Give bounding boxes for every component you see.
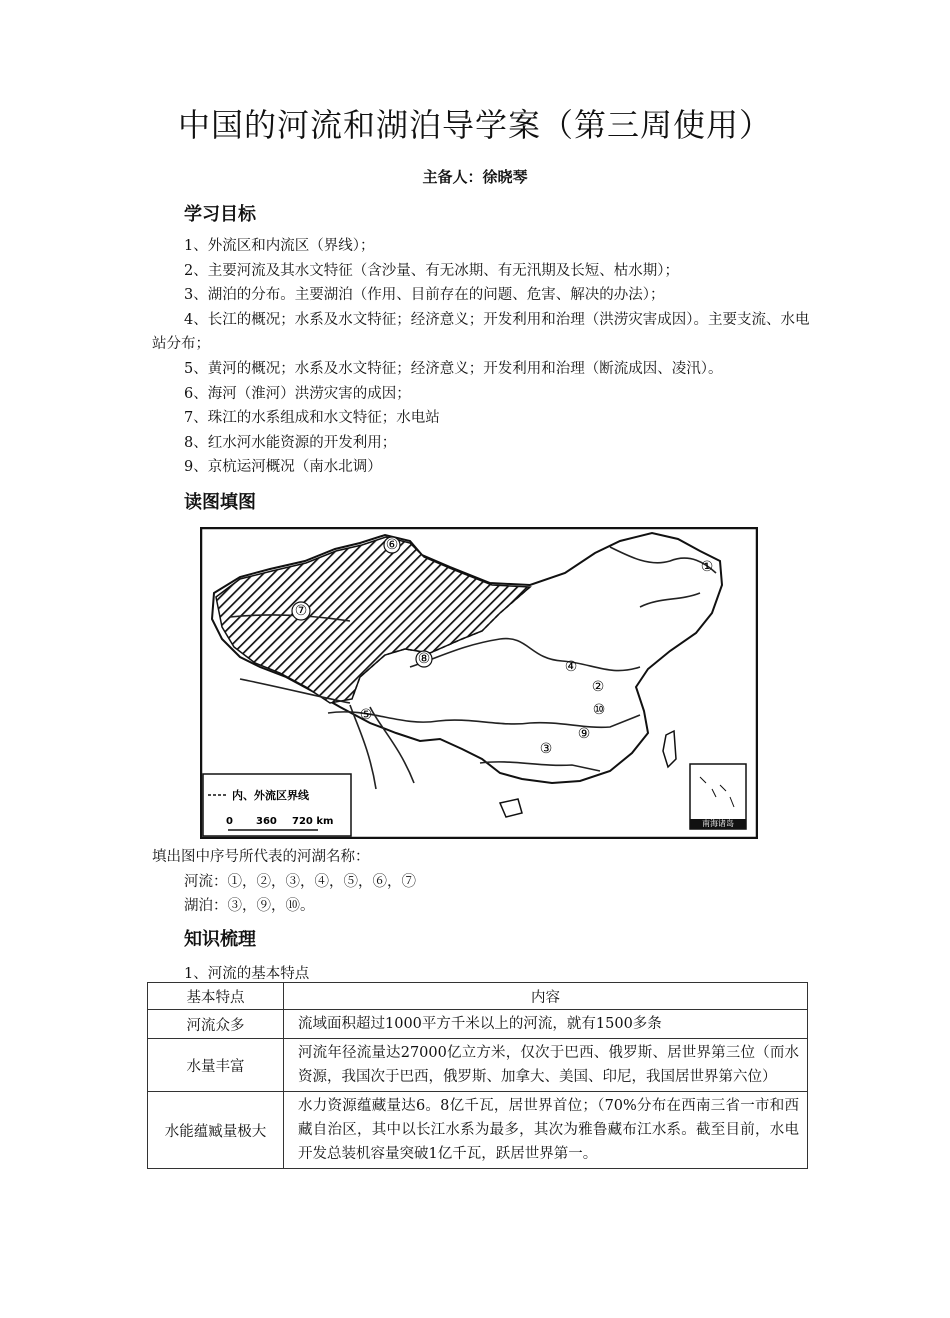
table-cell-feature: 河流众多 bbox=[148, 1010, 284, 1039]
scale-tick-360: 360 bbox=[256, 816, 277, 827]
objective-item: 4、长江的概况；水系及水文特征；经济意义；开发利用和治理（洪涝灾害成因）。主要支流、水电站分布； bbox=[152, 311, 810, 353]
table-caption: 1、河流的基本特点 bbox=[184, 966, 310, 982]
author-line: 主备人：徐晓琴 bbox=[422, 168, 528, 186]
table-cell-feature: 水能蕴臧量极大 bbox=[148, 1092, 284, 1169]
table-header-content: 内容 bbox=[284, 983, 808, 1010]
objective-item: 5、黄河的概况；水系及水文特征；经济意义；开发利用和治理（断流成因、凌汛）。 bbox=[184, 360, 723, 377]
objective-item: 2、主要河流及其水文特征（含沙量、有无冰期、有无汛期及长短、枯水期）； bbox=[184, 262, 679, 279]
table-row bbox=[148, 1010, 808, 1039]
table-header-feature: 基本特点 bbox=[148, 983, 284, 1010]
marker-7: ⑦ bbox=[294, 603, 308, 619]
page-title: 中国的河流和湖泊导学案（第三周使用） bbox=[177, 106, 772, 144]
marker-3: ③ bbox=[539, 741, 553, 757]
table-row bbox=[148, 1092, 808, 1169]
table-row bbox=[148, 1039, 808, 1092]
fill-prompt: 填出图中序号所代表的河湖名称： bbox=[152, 849, 370, 865]
marker-5: ⑤ bbox=[359, 707, 373, 723]
marker-4: ④ bbox=[564, 659, 578, 675]
table-cell-content: 水力资源蕴藏量达6。8亿千瓦，居世界首位；（70%分布在西南三省一市和西藏自治区，其中以长江水系为最多，其次为雅鲁藏布江水系。截至目前，水电开发总装机容量突破1亿千瓦，跃居世界第一。 bbox=[284, 1092, 808, 1169]
objective-item: 1、外流区和内流区（界线）； bbox=[184, 238, 375, 254]
fill-in-section bbox=[152, 845, 817, 919]
marker-2: ② bbox=[591, 679, 605, 695]
section-heading-map: 读图填图 bbox=[184, 492, 256, 513]
table-cell-content: 河流年径流量达27000亿立方米，仅次于巴西、俄罗斯、居世界第三位（而水资源，我国次于巴西，俄罗斯、加拿大、美国、印尼，我国居世界第六位） bbox=[284, 1039, 808, 1092]
china-rivers-map bbox=[200, 527, 758, 839]
section-heading-objectives: 学习目标 bbox=[184, 204, 256, 225]
table-header-row bbox=[148, 983, 808, 1010]
section-heading-knowledge: 知识梳理 bbox=[184, 929, 256, 950]
river-features-table bbox=[147, 982, 808, 1169]
marker-10: ⑩ bbox=[592, 702, 606, 718]
objective-item: 8、红水河水能资源的开发利用； bbox=[184, 434, 397, 451]
objective-item: 3、湖泊的分布。主要湖泊（作用、目前存在的问题、危害、解决的办法）； bbox=[184, 287, 665, 304]
legend-label: 内、外流区界线 bbox=[232, 789, 309, 802]
marker-9: ⑨ bbox=[577, 726, 591, 742]
objective-item: 9、京杭运河概况（南水北调） bbox=[184, 459, 382, 476]
objectives-list bbox=[152, 234, 817, 480]
objective-item: 6、海河（淮河）洪涝灾害的成因； bbox=[184, 385, 411, 402]
inset-label: 南海诸岛 bbox=[702, 819, 734, 828]
table-cell-feature: 水量丰富 bbox=[148, 1039, 284, 1092]
scale-tick-720: 720 km bbox=[292, 816, 334, 827]
marker-1: ① bbox=[700, 559, 714, 575]
marker-6: ⑥ bbox=[385, 537, 399, 553]
fill-lakes: 湖泊：③，⑨，⑩。 bbox=[184, 898, 315, 915]
scale-tick-0: 0 bbox=[226, 816, 233, 827]
table-cell-content: 流域面积超过1000平方千米以上的河流，就有1500多条 bbox=[284, 1010, 808, 1039]
objective-item: 7、珠江的水系组成和水文特征；水电站 bbox=[184, 410, 440, 427]
fill-rivers: 河流：①，②，③，④，⑤，⑥，⑦ bbox=[184, 873, 416, 890]
marker-8: ⑧ bbox=[417, 651, 431, 667]
